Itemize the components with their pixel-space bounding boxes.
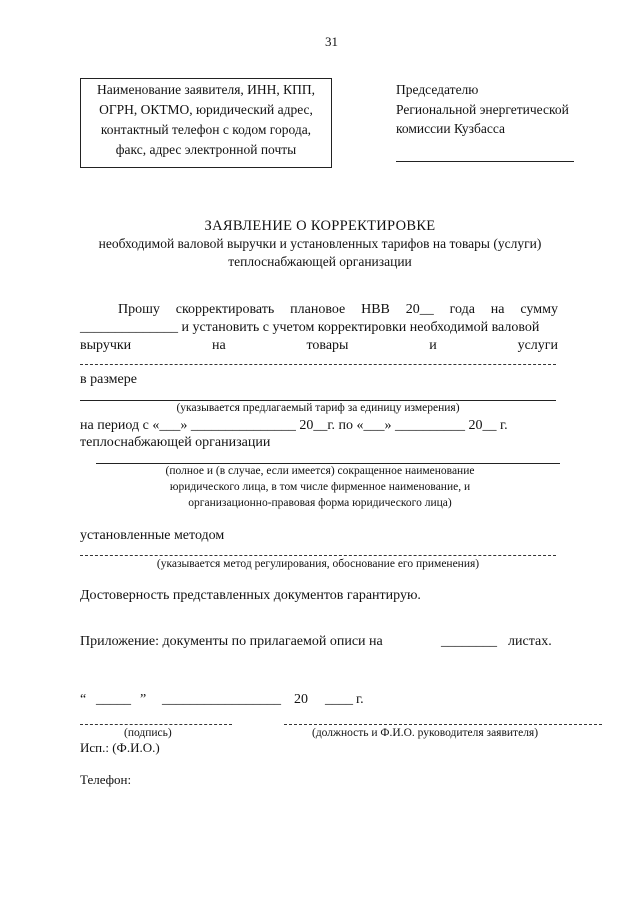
request-line-2: ______________ и установить с учетом корректировки необходимой валовой — [80, 320, 540, 335]
document-subtitle-1: необходимой валовой выручки и установленных тарифов на товары (услуги) — [98, 236, 542, 251]
date-year-suffix: г. — [356, 692, 364, 707]
applicant-box-line: факс, адрес электронной почты — [115, 142, 297, 157]
word: плановое — [290, 302, 346, 317]
addressee-line: комиссии Кузбасса — [396, 121, 506, 136]
addressee-block — [396, 80, 569, 139]
tariff-blank-line — [80, 400, 556, 401]
executor-label: Исп.: (Ф.И.О.) — [80, 740, 160, 755]
position-name-label: (должность и Ф.И.О. руководителя заявителя) — [312, 727, 539, 739]
word: года — [449, 302, 475, 317]
method-hint: (указывается метод регулирования, обоснование его применения) — [156, 558, 480, 570]
attachment-unit: листах. — [508, 634, 552, 649]
signature-label: (подпись) — [124, 727, 172, 739]
word: 20__ — [405, 302, 434, 317]
word: и — [429, 338, 437, 353]
word: товары — [306, 338, 349, 353]
document-subtitle-2: теплоснабжающей организации — [228, 254, 412, 269]
date-year-blank: ____ — [325, 692, 353, 707]
page-number: 31 — [325, 34, 338, 49]
services-blank-line — [80, 364, 556, 365]
word: скорректировать — [175, 302, 275, 317]
guarantee-statement: Достоверность представленных документов гарантирую. — [80, 588, 421, 603]
addressee-line: Региональной энергетической — [396, 101, 569, 117]
signature-blank-line — [80, 724, 232, 725]
applicant-box-line: ОГРН, ОКТМО, юридический адрес, — [99, 102, 313, 117]
word: НВВ — [361, 302, 390, 317]
attachment-label: Приложение: документы по прилагаемой описи на — [80, 634, 383, 649]
organization-blank-line — [96, 463, 560, 464]
document-title: ЗАЯВЛЕНИЕ О КОРРЕКТИРОВКЕ — [204, 218, 436, 234]
applicant-info-box — [80, 78, 332, 168]
date-close-quote: ” — [140, 692, 147, 707]
organization-hint-2: юридического лица, в том числе фирменное наименование, и — [169, 481, 471, 493]
request-line-1 — [118, 302, 558, 318]
word: сумму — [520, 302, 558, 317]
organization-hint-3: организационно-правовая форма юридического лица) — [188, 497, 452, 509]
word: на — [211, 338, 226, 353]
word: услуги — [517, 338, 558, 353]
date-day-blank: _____ — [96, 692, 131, 707]
organization-label: теплоснабжающей организации — [80, 435, 271, 450]
amount-label: в размере — [80, 372, 137, 387]
date-month-blank: _________________ — [162, 692, 281, 707]
phone-label: Телефон: — [80, 772, 132, 787]
position-name-blank-line — [284, 724, 602, 725]
date-open-quote: “ — [80, 692, 87, 707]
period-line: на период с «___» _______________ 20__г. по «___» __________ 20__ г. — [80, 418, 508, 433]
attachment-pages-blank: ________ — [441, 634, 497, 649]
applicant-box-line: Наименование заявителя, ИНН, КПП, — [96, 82, 316, 97]
word: на — [490, 302, 505, 317]
addressee-name-line — [396, 161, 574, 162]
request-line-3 — [80, 338, 558, 354]
organization-hint-1: (полное и (в случае, если имеется) сокращенное наименование — [165, 465, 475, 477]
method-blank-line — [80, 555, 556, 556]
word: выручки — [80, 338, 132, 353]
date-year-prefix: 20 — [294, 692, 308, 707]
tariff-hint: (указывается предлагаемый тариф за единицу измерения) — [176, 402, 460, 414]
applicant-box-line: контактный телефон с кодом города, — [100, 122, 312, 137]
addressee-line: Председателю — [396, 82, 479, 97]
word: Прошу — [118, 302, 160, 317]
method-label: установленные методом — [80, 528, 225, 543]
